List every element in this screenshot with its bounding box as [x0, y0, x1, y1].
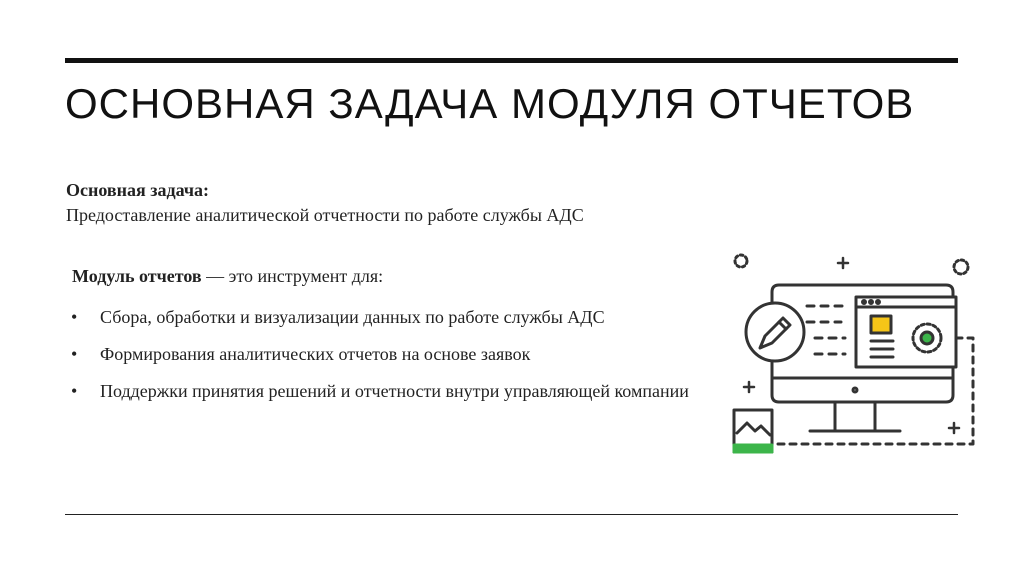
- sparkle-dotted-icon: [735, 255, 747, 267]
- bottom-rule: [65, 514, 958, 515]
- plus-icon: [744, 382, 754, 392]
- bullet-dot: •: [71, 344, 78, 364]
- pen-circle: [746, 303, 804, 361]
- bullet-item: [70, 336, 690, 373]
- green-dot: [921, 332, 933, 344]
- module-suffix: — это инструмент для:: [201, 266, 384, 286]
- bullet-text: Поддержки принятия решений и отчетности внутри управляющей компании: [100, 381, 689, 401]
- bullet-list: [70, 299, 690, 410]
- bullet-text: Сбора, обработки и визуализации данных по работе службы АДС: [100, 307, 605, 327]
- task-text: Предоставление аналитической отчетности по работе службы АДС: [66, 205, 584, 225]
- title-rule-top: [65, 58, 958, 63]
- dashed-text-lines: [807, 306, 845, 354]
- bullet-dot: •: [71, 381, 78, 401]
- bullet-item: [70, 299, 690, 336]
- yellow-block: [871, 316, 891, 333]
- image-card-green-bar: [734, 445, 772, 452]
- bullet-text: Формирования аналитических отчетов на основе заявок: [100, 344, 531, 364]
- window-dot-icon: [870, 301, 873, 304]
- plus-icon: [838, 258, 848, 268]
- sparkle-dotted-icon: [954, 260, 968, 274]
- window-dot-icon: [863, 301, 866, 304]
- plus-icon: [949, 423, 959, 433]
- module-name: Модуль отчетов: [72, 266, 202, 286]
- bullet-dot: •: [71, 307, 78, 327]
- slide-title: ОСНОВНАЯ ЗАДАЧА МОДУЛЯ ОТЧЕТОВ: [65, 80, 915, 127]
- bullet-item: [70, 373, 690, 410]
- computer-analytics-icon: [715, 240, 985, 470]
- module-intro: [72, 266, 383, 287]
- monitor-power-dot: [853, 388, 857, 392]
- task-heading: Основная задача:: [66, 180, 210, 200]
- window-dot-icon: [877, 301, 880, 304]
